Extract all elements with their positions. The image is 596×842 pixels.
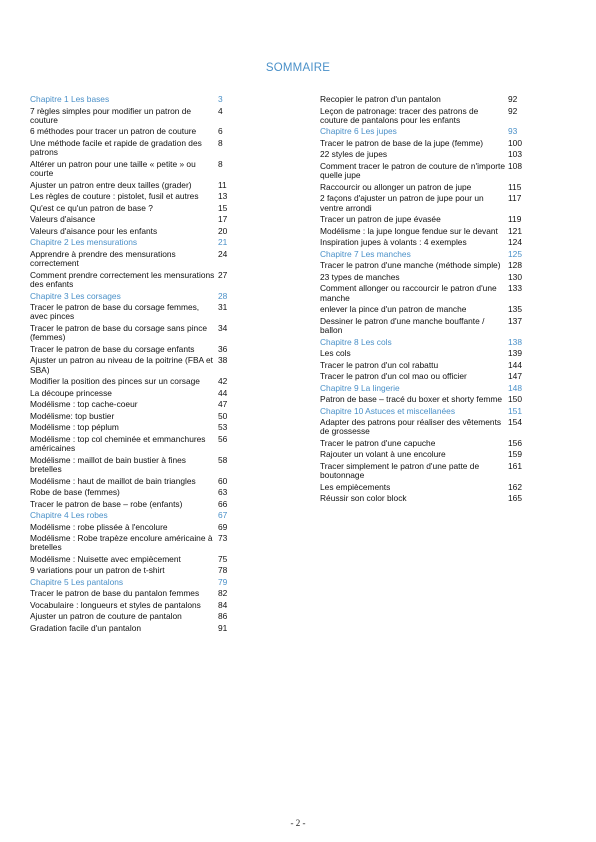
toc-entry-page: 103 bbox=[508, 149, 522, 160]
toc-entry[interactable] bbox=[320, 215, 530, 224]
toc-entry-title: Modélisme: top bustier bbox=[30, 410, 115, 421]
toc-chapter-heading[interactable] bbox=[320, 384, 530, 393]
toc-entry[interactable] bbox=[30, 181, 240, 190]
toc-entry-page: 66 bbox=[218, 498, 228, 509]
toc-entry-page: 31 bbox=[218, 302, 228, 313]
toc-entry-page: 130 bbox=[508, 271, 522, 282]
toc-entry[interactable] bbox=[30, 566, 240, 575]
toc-entry-title: Réussir son color block bbox=[320, 493, 407, 504]
toc-column-right bbox=[320, 95, 530, 506]
toc-entry-page: 119 bbox=[508, 214, 522, 225]
toc-entry-page: 8 bbox=[218, 137, 223, 148]
toc-entry-page: 42 bbox=[218, 376, 228, 387]
toc-entry[interactable] bbox=[30, 412, 240, 421]
toc-entry[interactable] bbox=[320, 494, 530, 503]
toc-entry-title: Rajouter un volant à une encolure bbox=[320, 449, 446, 460]
toc-entry-title: Qu'est ce qu'un patron de base ? bbox=[30, 202, 153, 213]
toc-entry[interactable] bbox=[320, 372, 530, 381]
toc-chapter-heading[interactable] bbox=[30, 238, 240, 247]
toc-entry-page: 69 bbox=[218, 521, 228, 532]
toc-entry[interactable] bbox=[30, 345, 240, 354]
toc-entry-title: Tracer le patron d'un col mao ou officier bbox=[320, 371, 467, 382]
toc-entry-title: 6 méthodes pour tracer un patron de couture bbox=[30, 126, 197, 137]
toc-entry-title: 22 styles de jupes bbox=[320, 149, 388, 160]
toc-entry[interactable] bbox=[320, 395, 530, 404]
toc-entry-title: Vocabulaire : longueurs et styles de pantalons bbox=[30, 599, 201, 610]
toc-entry[interactable] bbox=[320, 162, 530, 181]
toc-entry-title: Apprendre à prendre des mensurations correctement bbox=[30, 248, 176, 269]
toc-entry[interactable] bbox=[320, 194, 530, 213]
toc-entry-page: 8 bbox=[218, 158, 223, 169]
toc-entry-page: 93 bbox=[508, 126, 518, 137]
toc-entry-title: Tracer le patron d'une manche (méthode simple) bbox=[320, 260, 501, 271]
toc-entry[interactable] bbox=[30, 624, 240, 633]
toc-entry[interactable] bbox=[30, 589, 240, 598]
toc-entry-title: Tracer le patron de base du corsage femmes, avec pinces bbox=[30, 302, 200, 322]
toc-entry-title: Modélisme : top col cheminée et emmanchures américaines bbox=[30, 433, 206, 454]
toc-entry-page: 165 bbox=[508, 493, 522, 504]
toc-entry-page: 38 bbox=[218, 355, 228, 366]
toc-entry-page: 20 bbox=[218, 225, 228, 236]
toc-entry-title: 9 variations pour un patron de t-shirt bbox=[30, 565, 165, 576]
toc-entry-title: Robe de base (femmes) bbox=[30, 487, 120, 498]
toc-entry[interactable] bbox=[30, 250, 240, 269]
toc-entry-title: Chapitre 8 Les cols bbox=[320, 336, 392, 347]
toc-entry-title: Comment allonger ou raccourcir le patron d'une manche bbox=[320, 283, 497, 303]
toc-chapter-heading[interactable] bbox=[30, 578, 240, 587]
toc-entry-title: Leçon de patronage: tracer des patrons de couture de pantalons pour les enfants bbox=[320, 105, 479, 125]
toc-entry-title: Chapitre 5 Les pantalons bbox=[30, 576, 124, 587]
toc-entry-title: Modélisme : maillot de bain bustier à fines bretelles bbox=[30, 454, 186, 475]
toc-entry-page: 162 bbox=[508, 481, 522, 492]
toc-entry-page: 4 bbox=[218, 105, 223, 116]
toc-entry[interactable] bbox=[30, 534, 240, 553]
toc-entry-title: Ajuster un patron de couture de pantalon bbox=[30, 611, 182, 622]
toc-chapter-heading[interactable] bbox=[320, 407, 530, 416]
toc-entry-title: Modifier la position des pinces sur un corsage bbox=[30, 376, 200, 387]
toc-entry[interactable] bbox=[320, 227, 530, 236]
toc-entry[interactable] bbox=[30, 456, 240, 475]
toc-entry-title: Tracer le patron de base de la jupe (femme) bbox=[320, 137, 484, 148]
toc-entry-title: Modélisme : Robe trapèze encolure américaine à bretelles bbox=[30, 533, 213, 553]
toc-entry-title: Comment prendre correctement les mensurations des enfants bbox=[30, 269, 215, 290]
toc-entry-title: Dessiner le patron d'une manche bouffante / ballon bbox=[320, 315, 485, 336]
toc-entry-page: 84 bbox=[218, 599, 228, 610]
toc-entry[interactable] bbox=[30, 107, 240, 126]
toc-entry-title: Modélisme : robe plissée à l'encolure bbox=[30, 521, 168, 532]
toc-entry-page: 100 bbox=[508, 137, 522, 148]
toc-entry[interactable] bbox=[320, 150, 530, 159]
toc-entry[interactable] bbox=[320, 483, 530, 492]
toc-entry-page: 92 bbox=[508, 105, 518, 116]
toc-entry-title: Modélisme : top péplum bbox=[30, 422, 119, 433]
toc-entry[interactable] bbox=[30, 303, 240, 322]
toc-entry-title: Recopier le patron d'un pantalon bbox=[320, 94, 441, 104]
toc-entry-page: 24 bbox=[218, 248, 228, 259]
toc-entry-page: 28 bbox=[218, 290, 228, 301]
toc-entry[interactable] bbox=[30, 488, 240, 497]
page-number: - 2 - bbox=[290, 818, 306, 828]
toc-entry[interactable] bbox=[320, 139, 530, 148]
toc-entry-title: Modélisme : la jupe longue fendue sur le devant bbox=[320, 225, 498, 236]
toc-entry[interactable] bbox=[320, 284, 530, 303]
toc-entry-title: Tracer le patron d'une capuche bbox=[320, 437, 436, 448]
toc-entry[interactable] bbox=[320, 361, 530, 370]
toc-chapter-heading[interactable] bbox=[30, 511, 240, 520]
toc-entry-page: 86 bbox=[218, 611, 228, 622]
toc-chapter-heading[interactable] bbox=[320, 127, 530, 136]
toc-entry-page: 44 bbox=[218, 387, 228, 398]
toc-entry-page: 133 bbox=[508, 283, 522, 294]
toc-entry-page: 63 bbox=[218, 487, 228, 498]
toc-entry-page: 6 bbox=[218, 126, 223, 137]
toc-entry-title: Chapitre 6 Les jupes bbox=[320, 126, 397, 137]
toc-entry-page: 73 bbox=[218, 533, 228, 544]
toc-entry-title: Tracer le patron d'un col rabattu bbox=[320, 359, 439, 370]
toc-entry-title: Ajuster un patron entre deux tailles (grader) bbox=[30, 179, 192, 190]
toc-entry-title: Tracer un patron de jupe évasée bbox=[320, 214, 441, 225]
toc-entry[interactable] bbox=[320, 439, 530, 448]
toc-entry-page: 36 bbox=[218, 343, 228, 354]
page-title: SOMMAIRE bbox=[265, 62, 331, 74]
toc-entry-page: 154 bbox=[508, 417, 522, 428]
toc-entry[interactable] bbox=[320, 450, 530, 459]
toc-entry-page: 50 bbox=[218, 410, 228, 421]
toc-entry[interactable] bbox=[30, 400, 240, 409]
toc-entry-page: 151 bbox=[508, 405, 522, 416]
toc-entry[interactable] bbox=[320, 273, 530, 282]
toc-entry-title: Chapitre 4 Les robes bbox=[30, 510, 108, 521]
toc-entry-page: 15 bbox=[218, 202, 228, 213]
toc-entry-page: 156 bbox=[508, 437, 522, 448]
toc-entry[interactable] bbox=[30, 389, 240, 398]
toc-entry-title: Gradation facile d'un pantalon bbox=[30, 622, 142, 633]
toc-entry-page: 92 bbox=[508, 94, 518, 104]
toc-entry-title: enlever la pince d'un patron de manche bbox=[320, 304, 467, 315]
toc-entry-title: Tracer simplement le patron d'une patte de boutonnage bbox=[320, 460, 480, 481]
toc-entry-page: 115 bbox=[508, 181, 522, 192]
toc-entry-title: Modélisme : haut de maillot de bain triangles bbox=[30, 475, 196, 486]
toc-chapter-heading[interactable] bbox=[30, 292, 240, 301]
toc-entry-page: 79 bbox=[218, 576, 228, 587]
toc-entry-page: 75 bbox=[218, 553, 228, 564]
toc-entry-title: Chapitre 2 Les mensurations bbox=[30, 237, 138, 248]
toc-entry-page: 91 bbox=[218, 622, 228, 633]
toc-entry-page: 121 bbox=[508, 225, 522, 236]
toc-entry-page: 161 bbox=[508, 460, 522, 471]
toc-entry-title: Les cols bbox=[320, 348, 351, 359]
toc-entry[interactable] bbox=[30, 477, 240, 486]
toc-column-left bbox=[30, 95, 240, 635]
toc-entry-title: Patron de base – tracé du boxer et shorty femme bbox=[320, 394, 503, 405]
toc-entry-title: Tracer le patron de base du corsage sans pince (femmes) bbox=[30, 322, 208, 343]
toc-entry-page: 150 bbox=[508, 394, 522, 405]
toc-entry-page: 139 bbox=[508, 348, 522, 359]
toc-entry[interactable] bbox=[320, 183, 530, 192]
toc-entry-title: Modélisme : Nuisette avec empiècement bbox=[30, 553, 181, 564]
toc-entry[interactable] bbox=[30, 204, 240, 213]
toc-entry-page: 159 bbox=[508, 449, 522, 460]
toc-entry-page: 82 bbox=[218, 588, 228, 599]
toc-entry[interactable] bbox=[320, 261, 530, 270]
toc-entry-page: 128 bbox=[508, 260, 522, 271]
toc-entry-title: Ajuster un patron au niveau de la poitrine (FBA et SBA) bbox=[30, 355, 213, 375]
toc-entry-title: Adapter des patrons pour réaliser des vêtements de grossesse bbox=[320, 417, 502, 437]
toc-entry-page: 108 bbox=[508, 160, 522, 171]
toc-entry-title: Tracer le patron de base du corsage enfants bbox=[30, 343, 195, 354]
toc-entry-page: 58 bbox=[218, 454, 228, 465]
toc-entry-page: 13 bbox=[218, 191, 228, 202]
toc-entry-page: 56 bbox=[218, 433, 228, 444]
toc-entry-title: Valeurs d'aisance bbox=[30, 214, 96, 225]
toc-entry[interactable] bbox=[30, 423, 240, 432]
toc-entry[interactable] bbox=[30, 601, 240, 610]
toc-entry-page: 147 bbox=[508, 371, 522, 382]
toc-entry[interactable] bbox=[30, 523, 240, 532]
toc-entry-title: Les règles de couture : pistolet, fusil et autres bbox=[30, 191, 199, 202]
toc-entry[interactable] bbox=[30, 500, 240, 509]
toc-entry-title: Chapitre 7 Les manches bbox=[320, 248, 411, 259]
toc-entry-page: 60 bbox=[218, 475, 228, 486]
toc-entry-page: 67 bbox=[218, 510, 228, 521]
toc-entry-page: 11 bbox=[218, 179, 227, 190]
toc-entry[interactable] bbox=[320, 238, 530, 247]
toc-entry[interactable] bbox=[30, 215, 240, 224]
toc-entry-title: Comment tracer le patron de couture de n'importe quelle jupe bbox=[320, 160, 506, 181]
toc-entry[interactable] bbox=[320, 305, 530, 314]
toc-entry-page: 117 bbox=[508, 193, 522, 204]
toc-entry[interactable] bbox=[30, 127, 240, 136]
toc-entry-page: 148 bbox=[508, 382, 522, 393]
toc-entry[interactable] bbox=[30, 612, 240, 621]
toc-entry-page: 3 bbox=[218, 94, 223, 104]
toc-entry-page: 21 bbox=[218, 237, 228, 248]
toc-entry-title: Modélisme : top cache-coeur bbox=[30, 399, 138, 410]
toc-entry[interactable] bbox=[30, 555, 240, 564]
toc-entry-title: 2 façons d'ajuster un patron de jupe pour un ventre arrondi bbox=[320, 193, 484, 213]
toc-entry-page: 34 bbox=[218, 322, 228, 333]
toc-entry[interactable] bbox=[30, 139, 240, 158]
toc-entry[interactable] bbox=[30, 271, 240, 290]
toc-entry-title: Les empiècements bbox=[320, 481, 391, 492]
toc-entry[interactable] bbox=[320, 462, 530, 481]
toc-entry-page: 124 bbox=[508, 237, 522, 248]
toc-entry-title: Chapitre 9 La lingerie bbox=[320, 382, 400, 393]
toc-chapter-heading[interactable] bbox=[320, 250, 530, 259]
toc-entry-title: Altérer un patron pour une taille « petite » ou courte bbox=[30, 158, 196, 179]
toc-entry[interactable] bbox=[30, 324, 240, 343]
toc-entry-page: 47 bbox=[218, 399, 228, 410]
toc-entry-page: 27 bbox=[218, 269, 228, 280]
toc-chapter-heading[interactable] bbox=[320, 338, 530, 347]
toc-entry-page: 78 bbox=[218, 565, 228, 576]
toc-entry[interactable] bbox=[30, 356, 240, 375]
toc-entry-title: 23 types de manches bbox=[320, 271, 400, 282]
toc-entry[interactable] bbox=[320, 107, 530, 126]
toc-entry-page: 138 bbox=[508, 336, 522, 347]
toc-entry-page: 125 bbox=[508, 248, 522, 259]
toc-entry[interactable] bbox=[30, 227, 240, 236]
toc-entry-title: La découpe princesse bbox=[30, 387, 112, 398]
toc-entry[interactable] bbox=[320, 95, 530, 104]
toc-entry[interactable] bbox=[30, 192, 240, 201]
toc-entry-page: 135 bbox=[508, 304, 522, 315]
toc-entry-title: Chapitre 3 Les corsages bbox=[30, 290, 121, 301]
toc-entry[interactable] bbox=[320, 349, 530, 358]
toc-entry-title: Chapitre 10 Astuces et miscellanées bbox=[320, 405, 456, 416]
toc-entry-title: Valeurs d'aisance pour les enfants bbox=[30, 225, 158, 236]
toc-entry-page: 53 bbox=[218, 422, 228, 433]
toc-entry[interactable] bbox=[320, 418, 530, 437]
toc-entry-title: Chapitre 1 Les bases bbox=[30, 94, 110, 104]
toc-entry[interactable] bbox=[320, 317, 530, 336]
toc-chapter-heading[interactable] bbox=[30, 95, 240, 104]
toc-entry-page: 17 bbox=[218, 214, 228, 225]
toc-entry[interactable] bbox=[30, 160, 240, 179]
toc-entry-page: 137 bbox=[508, 315, 522, 326]
toc-entry-title: Tracer le patron de base – robe (enfants) bbox=[30, 498, 183, 509]
toc-entry[interactable] bbox=[30, 435, 240, 454]
toc-entry-title: Une méthode facile et rapide de gradation des patrons bbox=[30, 137, 202, 158]
toc-entry-title: Inspiration jupes à volants : 4 exemples bbox=[320, 237, 467, 248]
toc-entry-page: 144 bbox=[508, 359, 522, 370]
toc-entry[interactable] bbox=[30, 377, 240, 386]
toc-entry-title: Tracer le patron de base du pantalon femmes bbox=[30, 588, 200, 599]
toc-entry-title: 7 règles simples pour modifier un patron de couture bbox=[30, 105, 192, 125]
toc-entry-title: Raccourcir ou allonger un patron de jupe bbox=[320, 181, 472, 192]
